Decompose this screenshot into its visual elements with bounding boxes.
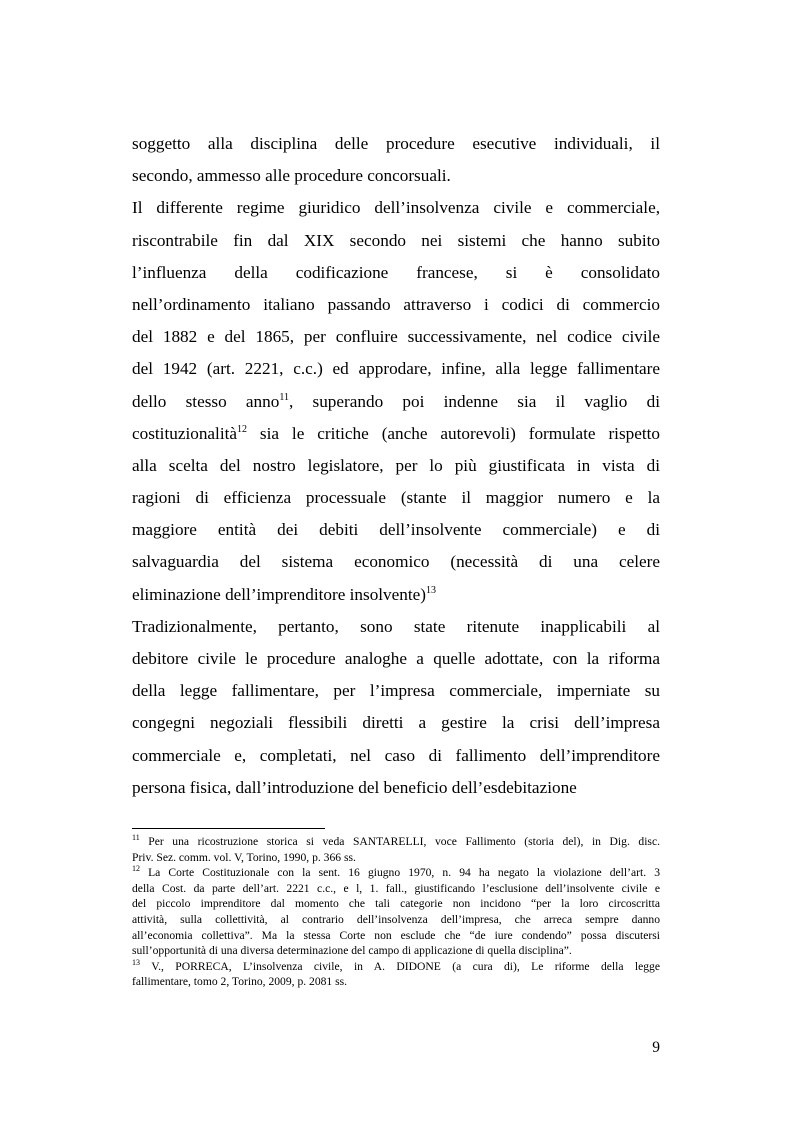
body-text bbox=[132, 128, 660, 804]
body-line bbox=[132, 643, 660, 675]
line-text: salvaguardia del sistema economico (necessità di una celere bbox=[132, 552, 660, 572]
footnote-line bbox=[132, 865, 660, 881]
line-text: della Cost. da parte dell’art. 2221 c.c., e l, 1. fall., giustificando l’esclusione dell’insolvente civile e bbox=[132, 881, 660, 895]
footnote-line bbox=[132, 896, 660, 912]
line-text: maggiore entità dei debiti dell’insolvente commerciale) e di bbox=[132, 520, 660, 540]
footnote-reference: 11 bbox=[279, 391, 289, 403]
line-text: sull’opportunità di una diversa determinazione del campo di applicazione di quella disciplina”. bbox=[132, 944, 572, 958]
line-text: all’economia collettiva”. Ma la stessa Corte non esclude che “de iure condendo” possa discutersi bbox=[132, 928, 660, 942]
line-text: soggetto alla disciplina delle procedure esecutive individuali, il bbox=[132, 134, 660, 153]
line-text: commerciale e, completati, nel caso di fallimento dell’imprenditore bbox=[132, 745, 660, 765]
footnotes bbox=[132, 834, 660, 990]
line-text: persona fisica, dall’introduzione del beneficio dell’esdebitazione bbox=[132, 777, 577, 797]
line-text-continued: , superando poi indenne sia il vaglio di bbox=[288, 391, 660, 411]
line-text: l’influenza della codificazione francese, si è consolidato bbox=[132, 262, 660, 282]
line-text: eliminazione dell’imprenditore insolvente) bbox=[132, 584, 427, 604]
footnote-line bbox=[132, 943, 660, 959]
body-line bbox=[132, 418, 660, 450]
footnote-line bbox=[132, 850, 660, 866]
footnote-line bbox=[132, 959, 660, 975]
body-line bbox=[132, 611, 660, 643]
line-text: V., PORRECA, L’insolvenza civile, in A. DIDONE (a cura di), Le riforme della legge bbox=[140, 959, 660, 973]
line-text: secondo, ammesso alle procedure concorsuali. bbox=[132, 166, 451, 186]
line-text: fallimentare, tomo 2, Torino, 2009, p. 2081 ss. bbox=[132, 975, 348, 989]
line-text: congegni negoziali flessibili diretti a gestire la crisi dell’impresa bbox=[132, 713, 660, 733]
footnote-reference: 12 bbox=[237, 423, 248, 435]
body-line bbox=[132, 675, 660, 707]
body-line bbox=[132, 353, 660, 385]
body-line bbox=[132, 128, 660, 160]
line-text-continued: sia le critiche (anche autorevoli) formulate rispetto bbox=[247, 423, 660, 443]
footnote-line bbox=[132, 881, 660, 897]
footnote-line bbox=[132, 834, 660, 850]
line-text: La Corte Costituzionale con la sent. 16 giugno 1970, n. 94 ha negato la violazione dell’art. 3 bbox=[140, 866, 660, 880]
footnote-line bbox=[132, 928, 660, 944]
body-line bbox=[132, 160, 660, 192]
line-text: ragioni di efficienza processuale (stante il maggior numero e la bbox=[132, 488, 660, 508]
line-text: del 1882 e del 1865, per confluire successivamente, nel codice civile bbox=[132, 327, 660, 347]
body-line bbox=[132, 225, 660, 257]
line-text: Per una ricostruzione storica si veda SANTARELLI, voce Fallimento (storia del), in Dig. disc. bbox=[139, 835, 660, 848]
line-text: del 1942 (art. 2221, c.c.) ed approdare, infine, alla legge fallimentare bbox=[132, 359, 660, 379]
body-line bbox=[132, 321, 660, 353]
line-text: Tradizionalmente, pertanto, sono state ritenute inapplicabili al bbox=[132, 616, 660, 636]
line-text: Il differente regime giuridico dell’insolvenza civile e commerciale, bbox=[132, 198, 660, 218]
body-line bbox=[132, 289, 660, 321]
line-text: riscontrabile fin dal XIX secondo nei sistemi che hanno subito bbox=[132, 230, 660, 250]
body-line bbox=[132, 707, 660, 739]
line-text: Priv. Sez. comm. vol. V, Torino, 1990, p. 366 ss. bbox=[132, 850, 356, 864]
body-line bbox=[132, 192, 660, 224]
body-line bbox=[132, 514, 660, 546]
page-number: 9 bbox=[652, 1039, 660, 1056]
body-line bbox=[132, 546, 660, 578]
body-line bbox=[132, 772, 660, 804]
footnote-marker: 12 bbox=[132, 864, 140, 874]
line-text: costituzionalità bbox=[132, 423, 238, 443]
body-line bbox=[132, 740, 660, 772]
footnote-marker: 13 bbox=[132, 957, 140, 967]
footnote-line bbox=[132, 974, 660, 990]
footnote-reference: 13 bbox=[426, 584, 437, 596]
line-text: debitore civile le procedure analoghe a quelle adottate, con la riforma bbox=[132, 649, 660, 668]
footnote-marker: 11 bbox=[132, 833, 140, 842]
body-line bbox=[132, 450, 660, 482]
line-text: nell’ordinamento italiano passando attraverso i codici di commercio bbox=[132, 294, 660, 314]
body-line bbox=[132, 257, 660, 289]
line-text: dello stesso anno bbox=[132, 391, 280, 411]
line-text: della legge fallimentare, per l’impresa commerciale, imperniate su bbox=[132, 681, 660, 701]
line-text: del piccolo imprenditore dal momento che tali categorie non incidono “per la loro circoscritta bbox=[132, 897, 660, 911]
body-line bbox=[132, 386, 660, 418]
line-text: attività, sulla collettività, al contrario dell’insolvenza dell’impresa, che arreca sempre danno bbox=[132, 912, 660, 926]
footnote-line bbox=[132, 912, 660, 928]
line-text: alla scelta del nostro legislatore, per lo più giustificata in vista di bbox=[132, 455, 660, 475]
body-line bbox=[132, 482, 660, 514]
body-line bbox=[132, 579, 660, 611]
footnote-separator bbox=[132, 828, 325, 829]
